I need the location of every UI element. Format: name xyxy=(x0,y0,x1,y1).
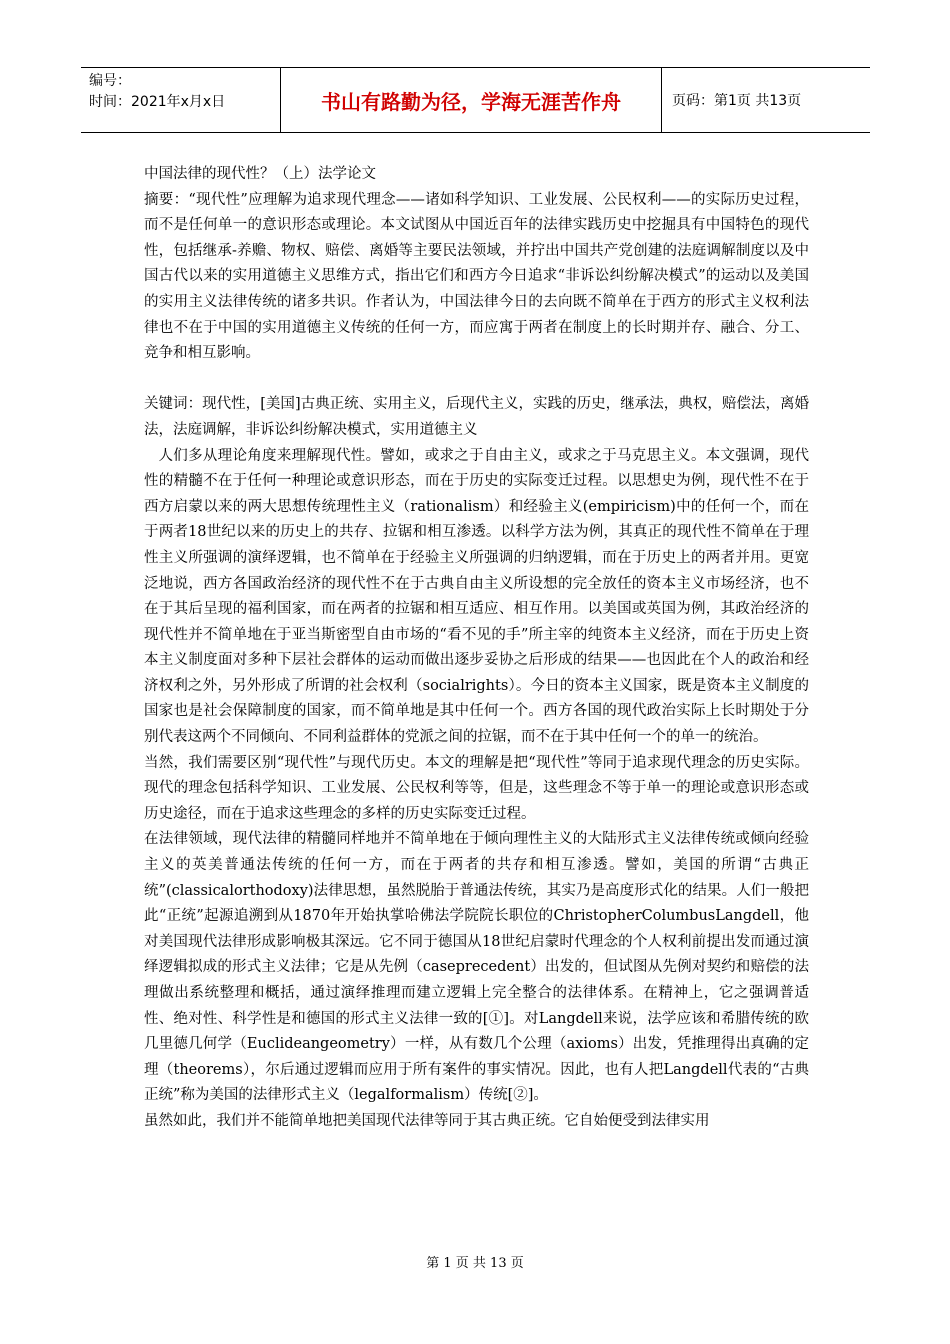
serial-label: 编号： xyxy=(89,73,131,89)
document-body xyxy=(144,162,809,1135)
page-header xyxy=(81,67,870,133)
page-footer: 第 1 页 共 13 页 xyxy=(426,1256,524,1271)
body-paragraph-1: 人们多从理论角度来理解现代性。譬如，或求之于自由主义，或求之于马克思主义。本文强调，现代性的精髓不在于任何一种理论或意识形态，而在于历史的实际变迁过程。以思想史为例，现代性不在于西方启蒙以来的两大思想传统理性主义（rationalism）和经验主义(empiricism)中的任何一个，而在于两者18世纪以来的历史上的共存、拉锯和相互渗透。以科学方法为例，其真正的现代性不简单在于理性主义所强调的演绎逻辑，也不简单在于经验主义所强调的归纳逻辑，而在于历史上的两者并用。更宽泛地说，西方各国政治经济的现代性不在于古典自由主义所设想的完全放任的资本主义市场经济，也不在于其后呈现的福利国家，而在两者的拉锯和相互适应、相互作用。以美国或英国为例，其政治经济的现代性并不简单地在于亚当斯密型自由市场的“看不见的手”所主宰的纯资本主义经济，而在于历史上资本主义制度面对多种下层社会群体的运动而做出逐步妥协之后形成的结果——也因此在个人的政治和经济权利之外，另外形成了所谓的社会权利（socialrights）。今日的资本主义国家，既是资本主义制度的国家也是社会保障制度的国家，而不简单地是其中任何一个。西方各国的现代政治实际上长时期处于分别代表这两个不同倾向、不同利益群体的党派之间的拉锯，而不在于其中任何一个的单一的统治。 xyxy=(144,447,809,746)
abstract-paragraph: 摘要：“现代性”应理解为追求现代理念——诸如科学知识、工业发展、公民权利——的实际历史过程，而不是任何单一的意识形态或理论。本文试图从中国近百年的法律实践历史中挖掘具有中国特色的现代性，包括继承-养赡、物权、赔偿、离婚等主要民法领域，并拧出中国共产党创建的法庭调解制度以及中国古代以来的实用道德主义思维方式，指出它们和西方今日追求“非诉讼纠纷解决模式”的运动以及美国的实用主义法律传统的诸多共识。作者认为，中国法律今日的去向既不简单在于西方的形式主义权利法律也不在于中国的实用道德主义传统的任何一方，而应寓于两者在制度上的长时期并存、融合、分工、竞争和相互影响。 xyxy=(144,191,809,362)
body-paragraph-3: 在法律领域，现代法律的精髓同样地并不简单地在于倾向理性主义的大陆形式主义法律传统或倾向经验主义的英美普通法传统的任何一方，而在于两者的共存和相互渗透。譬如，美国的所谓“古典正统”(classicalorthodoxy)法律思想，虽然脱胎于普通法传统，其实乃是高度形式化的结果。人们一般把此“正统”起源追溯到从1870年开始执掌哈佛法学院院长职位的ChristopherColumbusLangdell，他对美国现代法律形成影响极其深远。它不同于德国从18世纪启蒙时代理念的个人权利前提出发而通过演绎逻辑拟成的形式主义法律；它是从先例（caseprecedent）出发的，但试图从先例对契约和赔偿的法理做出系统整理和概括，通过演绎推理而建立逻辑上完全整合的法律体系。在精神上，它之强调普适性、绝对性、科学性是和德国的形式主义法律一致的[①]。对Langdell来说，法学应该和希腊传统的欧几里德几何学（Euclideangeometry）一样，从有数几个公理（axioms）出发，凭推理得出真确的定理（theorems），尔后通过逻辑而应用于所有案件的事实情况。因此，也有人把Langdell代表的“古典正统”称为美国的法律形式主义（legalformalism）传统[②]。 xyxy=(144,831,809,1104)
blank-line xyxy=(144,367,809,393)
header-motto: 书山有路勤为径，学海无涯苦作舟 xyxy=(281,68,662,132)
body-paragraph-2: 当然，我们需要区别“现代性”与现代历史。本文的理解是把“现代性”等同于追求现代理念的历史实际。现代的理念包括科学知识、工业发展、公民权利等等，但是，这些理念不等于单一的理论或意识形态或历史途径，而在于追求这些理念的多样的历史实际变迁过程。 xyxy=(144,754,809,822)
header-page-info: 页码：第1页 共13页 xyxy=(672,93,802,109)
date-label: 时间：2021年x月x日 xyxy=(89,94,226,110)
document-title: 中国法律的现代性？（上）法学论文 xyxy=(144,166,376,182)
keywords-paragraph: 关键词：现代性，[美国]古典正统、实用主义，后现代主义，实践的历史，继承法，典权，赔偿法，离婚法，法庭调解，非诉讼纠纷解决模式，实用道德主义 xyxy=(144,396,809,438)
header-meta xyxy=(81,68,281,132)
body-paragraph-4: 虽然如此，我们并不能简单地把美国现代法律等同于其古典正统。它自始便受到法律实用 xyxy=(144,1112,710,1129)
